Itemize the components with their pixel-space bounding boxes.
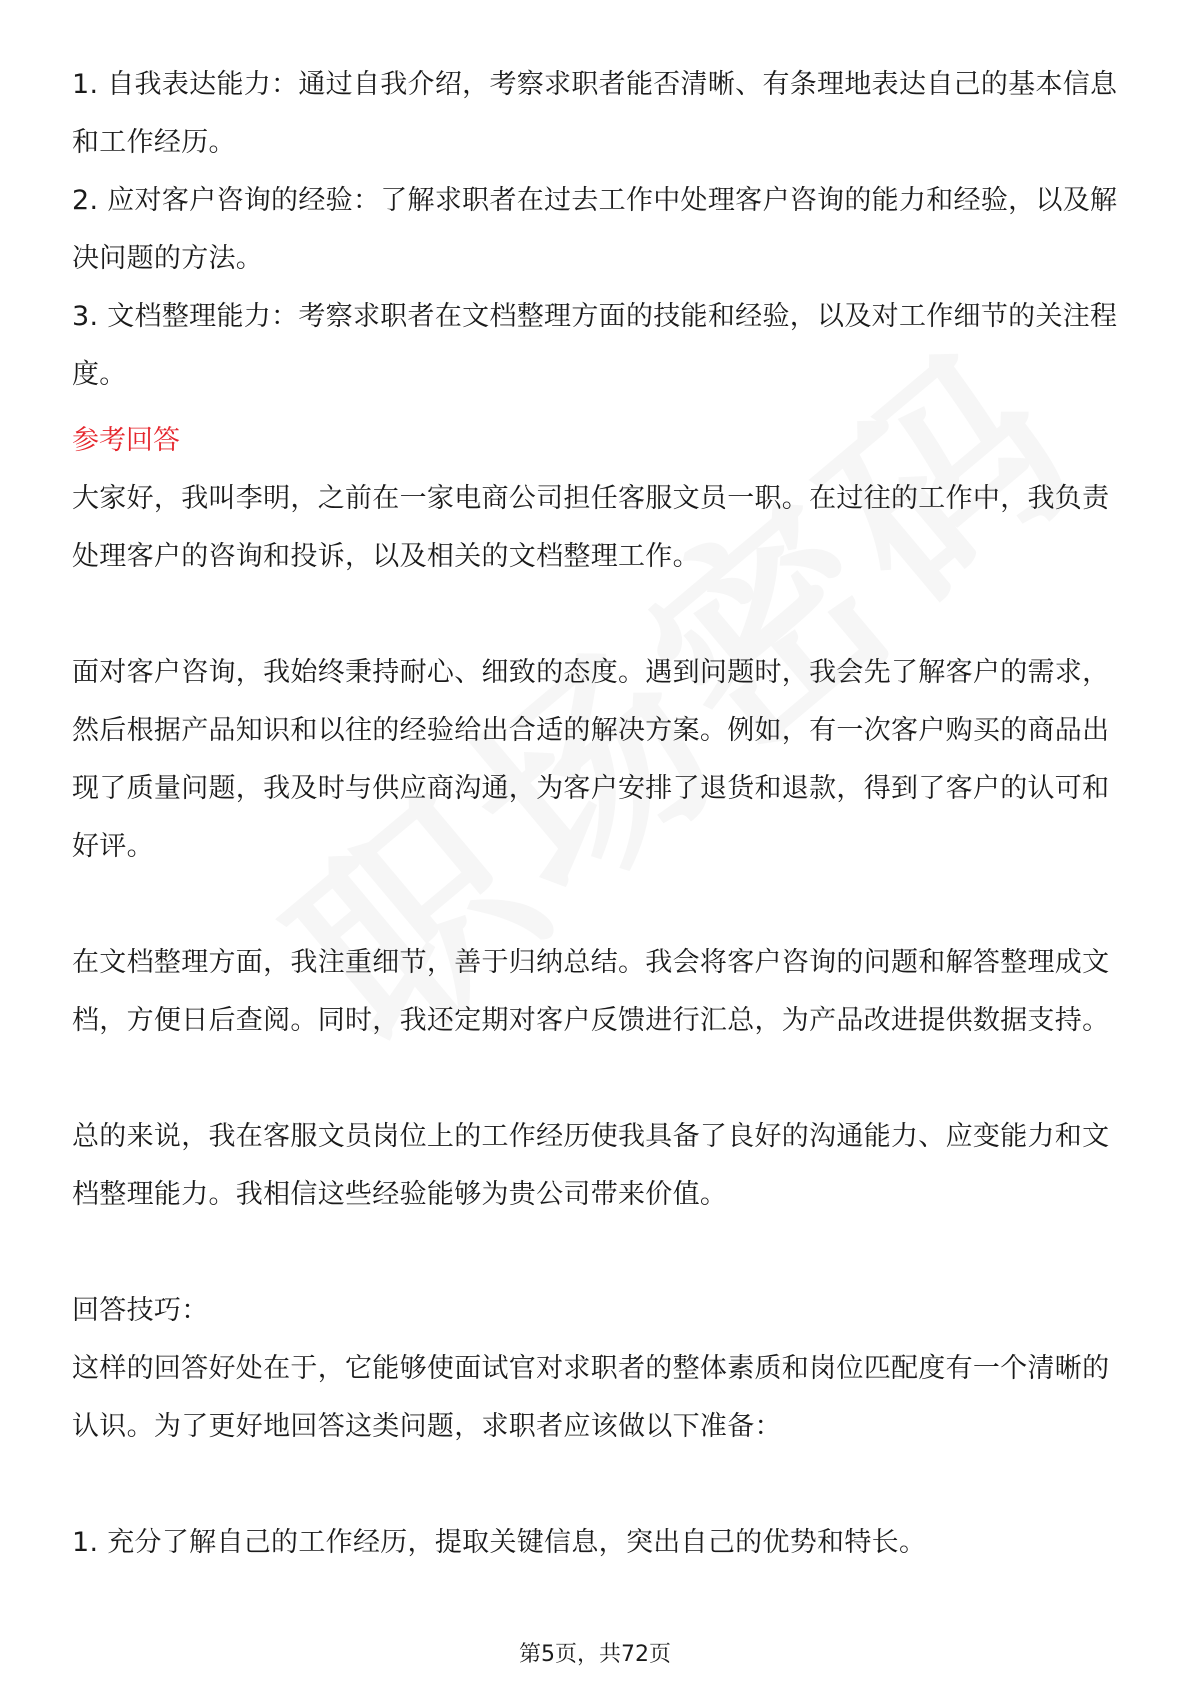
intro-list-item-2: 2. 应对客户咨询的经验：了解求职者在过去工作中处理客户咨询的能力和经验，以及解决问题的方法。 (72, 185, 1118, 274)
tips-heading: 回答技巧： (72, 1295, 209, 1326)
answer-paragraph-4: 总的来说，我在客服文员岗位上的工作经历使我具备了良好的沟通能力、应变能力和文档整理能力。我相信这些经验能够为贵公司带来价值。 (72, 1121, 1110, 1210)
document-body (72, 56, 1122, 1572)
answer-paragraph-1: 大家好，我叫李明，之前在一家电商公司担任客服文员一职。在过往的工作中，我负责处理客户的咨询和投诉，以及相关的文档整理工作。 (72, 483, 1110, 572)
tips-paragraph: 这样的回答好处在于，它能够使面试官对求职者的整体素质和岗位匹配度有一个清晰的认识。为了更好地回答这类问题，求职者应该做以下准备： (72, 1353, 1110, 1442)
page-number: 第5页，共72页 (519, 1642, 671, 1667)
intro-list-item-3: 3. 文档整理能力：考察求职者在文档整理方面的技能和经验，以及对工作细节的关注程度。 (72, 301, 1118, 390)
tips-list-item-1: 1. 充分了解自己的工作经历，提取关键信息，突出自己的优势和特长。 (72, 1527, 927, 1558)
reference-answer-heading: 参考回答 (72, 425, 180, 456)
answer-paragraph-2: 面对客户咨询，我始终秉持耐心、细致的态度。遇到问题时，我会先了解客户的需求，然后根据产品知识和以往的经验给出合适的解决方案。例如，有一次客户购买的商品出现了质量问题，我及时与供应商沟通，为客户安排了退货和退款，得到了客户的认可和好评。 (72, 657, 1110, 862)
answer-paragraph-3: 在文档整理方面，我注重细节，善于归纳总结。我会将客户咨询的问题和解答整理成文档，方便日后查阅。同时，我还定期对客户反馈进行汇总，为产品改进提供数据支持。 (72, 947, 1110, 1036)
intro-list-item-1: 1. 自我表达能力：通过自我介绍，考察求职者能否清晰、有条理地表达自己的基本信息和工作经历。 (72, 69, 1118, 158)
